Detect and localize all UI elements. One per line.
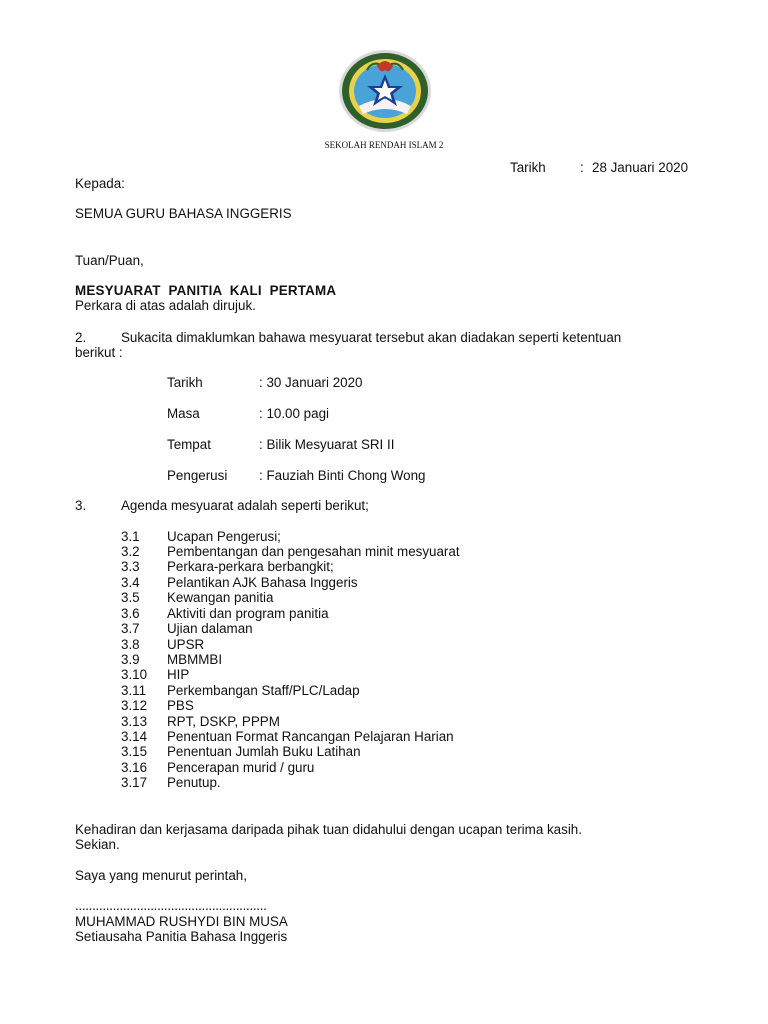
subject-heading: MESYUARAT PANITIA KALI PERTAMA — [75, 283, 337, 298]
agenda-number: 3.1 — [121, 529, 140, 544]
signer-title: Setiausaha Panitia Bahasa Inggeris — [75, 929, 288, 944]
agenda-number: 3.8 — [121, 637, 140, 652]
recipient: SEMUA GURU BAHASA INGGERIS — [75, 206, 292, 221]
agenda-text: Aktiviti dan program panitia — [167, 606, 329, 621]
paragraph-text: Sukacita dimaklumkan bahawa mesyuarat tersebut akan diadakan seperti ketentuan — [121, 330, 622, 345]
paragraph-text: Agenda mesyuarat adalah seperti berikut; — [121, 498, 369, 513]
agenda-number: 3.5 — [121, 590, 140, 605]
date-separator: : — [580, 160, 584, 175]
paragraph-number: 3. — [75, 498, 87, 513]
agenda-number: 3.12 — [121, 698, 148, 713]
agenda-number: 3.6 — [121, 606, 140, 621]
agenda-number: 3.10 — [121, 667, 148, 682]
agenda-number: 3.15 — [121, 744, 148, 759]
agenda-number: 3.13 — [121, 714, 148, 729]
agenda-text: Ujian dalaman — [167, 621, 253, 636]
detail-label: Tarikh — [167, 375, 203, 390]
detail-label: Masa — [167, 406, 200, 421]
greeting: Tuan/Puan, — [75, 253, 144, 268]
agenda-text: MBMMBI — [167, 652, 223, 667]
date-value: 28 Januari 2020 — [592, 160, 689, 175]
agenda-text: UPSR — [167, 637, 205, 652]
paragraph-number: 2. — [75, 330, 87, 345]
signature-line: ........................................................ — [75, 898, 267, 913]
agenda-text: RPT, DSKP, PPPM — [167, 714, 280, 729]
paragraph-2-continued: berikut : — [75, 345, 123, 360]
agenda-text: Perkara-perkara berbangkit; — [167, 559, 334, 574]
school-crest-logo — [337, 48, 433, 134]
agenda-text: Penentuan Format Rancangan Pelajaran Harian — [167, 729, 454, 744]
detail-value: : 30 Januari 2020 — [259, 375, 363, 390]
agenda-text: Perkembangan Staff/PLC/Ladap — [167, 683, 360, 698]
agenda-number: 3.9 — [121, 652, 140, 667]
instruction-line: Saya yang menurut perintah, — [75, 868, 247, 883]
agenda-text: Penutup. — [167, 775, 221, 790]
detail-label: Tempat — [167, 437, 211, 452]
detail-label: Pengerusi — [167, 468, 228, 483]
agenda-text: Ucapan Pengerusi; — [167, 529, 281, 544]
agenda-number: 3.2 — [121, 544, 140, 559]
to-label: Kepada: — [75, 176, 125, 191]
date-label: Tarikh — [510, 160, 546, 175]
signer-name: MUHAMMAD RUSHYDI BIN MUSA — [75, 914, 288, 929]
agenda-text: Pencerapan murid / guru — [167, 760, 315, 775]
agenda-text: PBS — [167, 698, 194, 713]
agenda-number: 3.11 — [121, 683, 147, 698]
closing-sekian: Sekian. — [75, 837, 120, 852]
detail-value: : 10.00 pagi — [259, 406, 329, 421]
detail-value: : Bilik Mesyuarat SRI II — [259, 437, 395, 452]
agenda-number: 3.7 — [121, 621, 140, 636]
agenda-text: Pembentangan dan pengesahan minit mesyuarat — [167, 544, 460, 559]
agenda-text: Kewangan panitia — [167, 590, 274, 605]
school-name: SEKOLAH RENDAH ISLAM 2 — [324, 140, 444, 150]
agenda-text: HIP — [167, 667, 190, 682]
reference-line: Perkara di atas adalah dirujuk. — [75, 298, 256, 313]
agenda-number: 3.4 — [121, 575, 140, 590]
agenda-number: 3.16 — [121, 760, 148, 775]
agenda-text: Pelantikan AJK Bahasa Inggeris — [167, 575, 358, 590]
agenda-text: Penentuan Jumlah Buku Latihan — [167, 744, 361, 759]
detail-value: : Fauziah Binti Chong Wong — [259, 468, 426, 483]
closing-line: Kehadiran dan kerjasama daripada pihak tuan didahului dengan ucapan terima kasih. — [75, 822, 582, 837]
agenda-number: 3.3 — [121, 559, 140, 574]
agenda-number: 3.17 — [121, 775, 148, 790]
agenda-number: 3.14 — [121, 729, 148, 744]
